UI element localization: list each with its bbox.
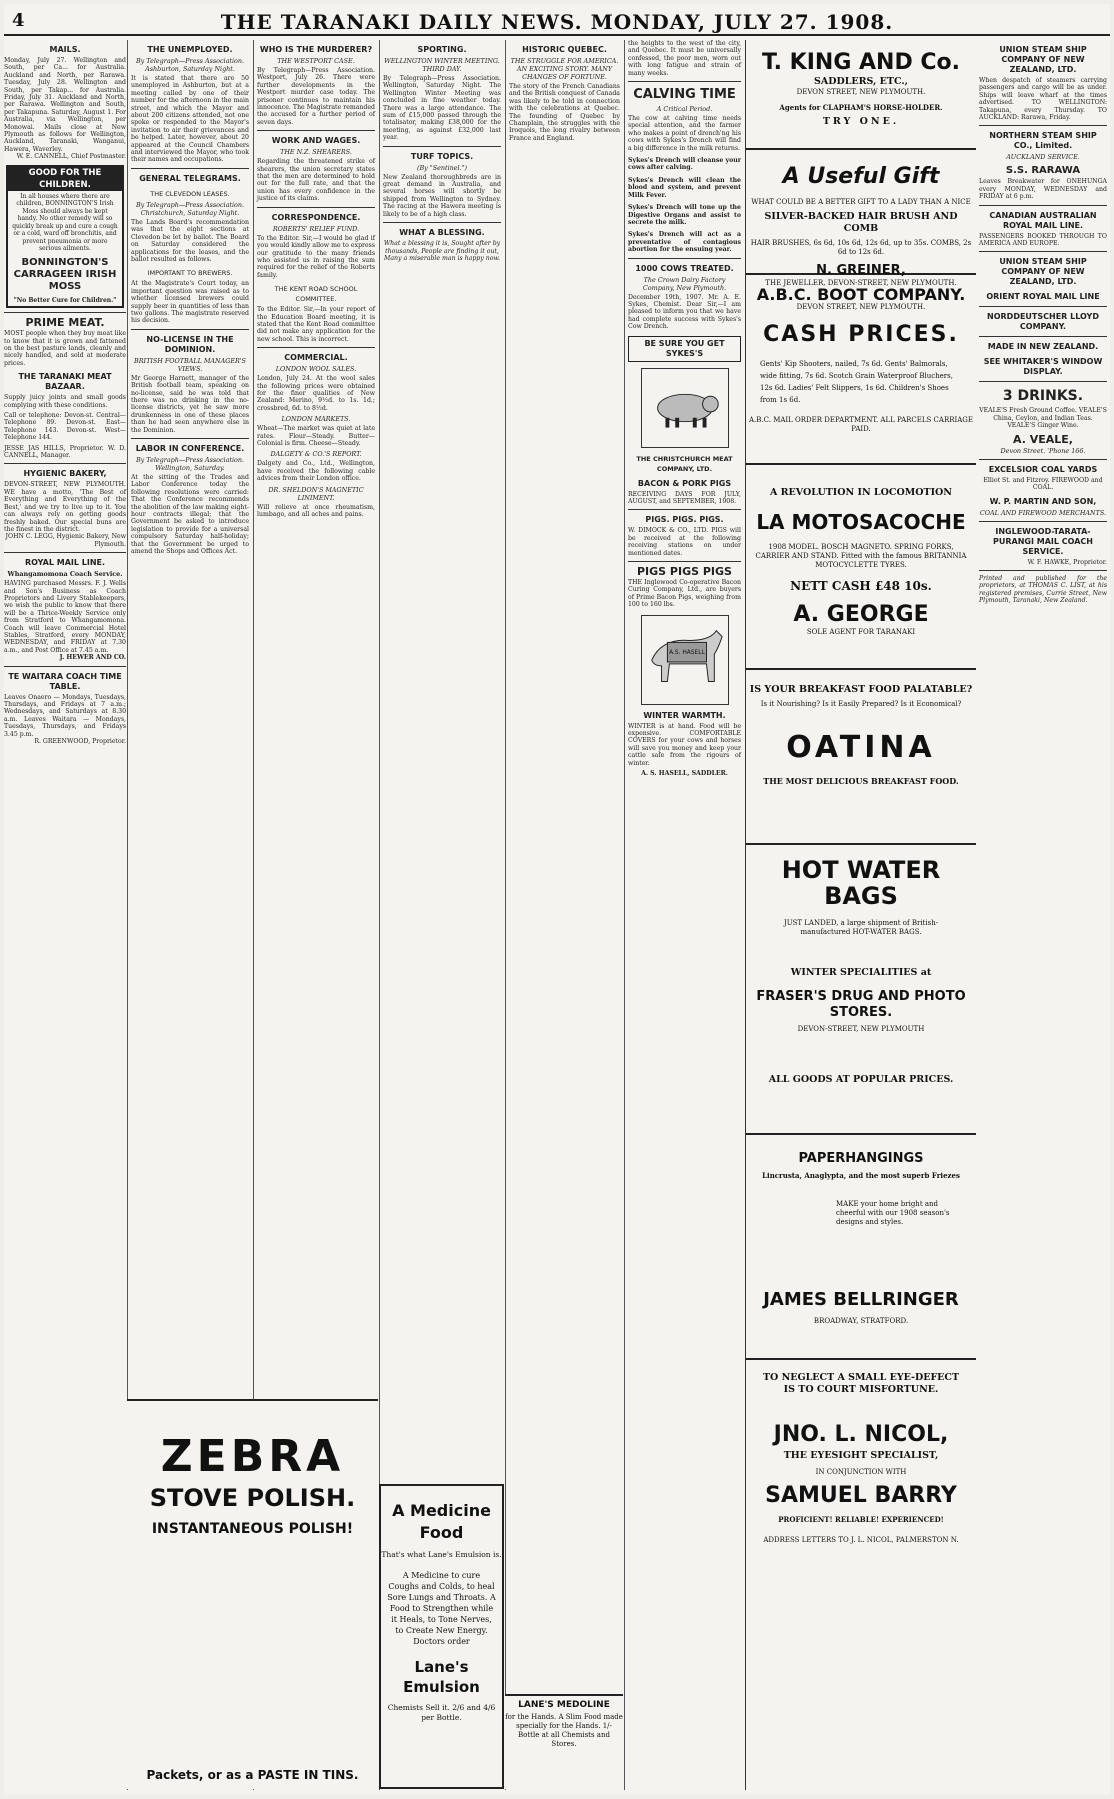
- winter-warmth-heading: WINTER WARMTH.: [643, 710, 726, 720]
- oatina-sub: THE MOST DELICIOUS BREAKFAST FOOD.: [763, 776, 959, 786]
- pig-icon: [642, 369, 728, 447]
- king-try-one: TRY ONE.: [822, 116, 900, 127]
- rarawa-heading: S.S. RARAWA: [1005, 165, 1081, 177]
- hygienic-bakery-owner: JOHN C. LEGG, Hygienic Bakery, New Plymouth.: [5, 533, 126, 548]
- northern-sub: AUCKLAND SERVICE.: [1006, 153, 1080, 162]
- pigs-inglewood-heading: PIGS PIGS PIGS: [637, 565, 732, 578]
- page-number: 4: [12, 10, 25, 31]
- bellringer-address: BROADWAY, STRATFORD.: [813, 1317, 909, 1325]
- greiner-sub: THE JEWELLER, DEVON-STREET, NEW PLYMOUTH.: [765, 279, 957, 287]
- mail-coach-heading: INGLEWOOD-TARATA-PURANGI MAIL COACH SERVICE.: [993, 526, 1093, 556]
- better-cure-quote: "No Better Cure for Children.": [13, 296, 117, 304]
- oatina-heading: IS YOUR BREAKFAST FOOD PALATABLE?: [749, 684, 973, 695]
- brewers-text: At the Magistrate's Court today, an important question was raised as to whether licensed brewers could supply beer in quantities of less than two gallons. The magistrate reserved his decision.: [131, 280, 249, 325]
- king-agents: Agents for CLAPHAM'S HORSE-HOLDER.: [779, 103, 943, 112]
- clevedon-heading: THE CLEVEDON LEASES.: [150, 189, 230, 198]
- prime-meat-heading: PRIME MEAT.: [25, 316, 105, 330]
- king-saddlers-ad: [746, 40, 976, 150]
- correspondence-heading: CORRESPONDENCE.: [271, 212, 361, 222]
- bacon-pigs-text: RECEIVING DAYS FOR JULY, AUGUST, and SEPTEMBER, 1908.: [628, 490, 741, 505]
- unemployed-text: It is stated that there are 50 unemployed in Ashburton, but at a meeting called by one of their number for the afternoon in the main street, and which the Mayor and about 200 citizens attended, not one spoke or responded to the Mayor's invitation to air their grievances and be helped. Later, however, about 20 appeared at the Council Chambers and interviewed the Mayor, who took their names and occupations.: [131, 75, 249, 164]
- abc-cash-prices: CASH PRICES.: [763, 322, 959, 347]
- newspaper-page: [4, 4, 1110, 1795]
- divider: [131, 329, 249, 330]
- dalgety-text: Dalgety and Co., Ltd., Wellington, have received the following cable advices from their London office.: [257, 460, 375, 483]
- column-8: [976, 40, 1110, 1790]
- be-sure-heading: BE SURE YOU GET SYKES'S: [628, 336, 741, 362]
- irish-moss-ad: [6, 165, 124, 309]
- divider: [628, 258, 741, 259]
- union-steam-heading: UNION STEAM SHIP COMPANY OF NEW ZEALAND, LTD.: [999, 45, 1087, 74]
- labor-dateline: By Telegraph—Press Association. Wellington, Saturday.: [135, 456, 245, 472]
- lanes-name: Lane's Emulsion: [403, 1658, 480, 1696]
- useful-gift-heading: A Useful Gift: [782, 164, 940, 189]
- pigs-inglewood-text: THE Inglewood Co-operative Bacon Curing Company, Ltd., are buyers of Prime Bacon Pigs, weighing from 100 to 160 lbs.: [628, 579, 741, 609]
- coach-heading: TE WAITARA COACH TIME TABLE.: [8, 671, 122, 691]
- lanes-text: A Medicine to cure Coughs and Colds, to heal Sore Lungs and Throats. A Food to Strengthen while it Heals, to Tone Nerves, to Create New Energy. Doctors order: [387, 1571, 496, 1646]
- divider: [979, 459, 1107, 460]
- prime-meat-text: MOST people when they buy meat like to know that it is grown and fattened on the best pasture lands, cleanly and nicely handled, and sold at moderate prices.: [4, 330, 126, 367]
- westport-sub: THE WESTPORT CASE.: [277, 57, 355, 65]
- zebra-sub: STOVE POLISH.: [149, 1484, 356, 1512]
- good-for-children-text: In all houses where there are children, BONNINGTON'S Irish Moss should always be kept handy. No other remedy will so quickly break up and cure a cough or a cold, ward off bronchitis, and prevent pneumonia or more serious ailments.: [12, 192, 118, 253]
- dalgety-sub: DALGETY & CO.'S REPORT.: [270, 450, 362, 459]
- relief-fund-sub: ROBERTS' RELIEF FUND.: [272, 224, 360, 233]
- historic-quebec-heading: HISTORIC QUEBEC.: [522, 45, 607, 54]
- paper-sub: Lincrusta, Anaglypta, and the most superb Friezes: [762, 1171, 960, 1180]
- nicol-sub: THE EYESIGHT SPECIALIST,: [783, 1450, 939, 1461]
- meat-company-heading: THE CHRISTCHURCH MEAT COMPANY, LTD.: [636, 454, 733, 473]
- turf-topics-text: New Zealand thoroughbreds are in great demand in Australia, and several horses will shortly be shipped from Wellington to Sydney. The racing at the Hawera meeting is likely to be of a high class.: [383, 173, 501, 218]
- hygienic-bakery-heading: HYGIENIC BAKERY,: [23, 469, 107, 479]
- sheldon-text: Will relieve at once rheumatism, lumbago, and all aches and pains.: [257, 503, 375, 519]
- canadian-heading: CANADIAN AUSTRALIAN ROYAL MAIL LINE.: [989, 210, 1097, 230]
- lanes-price: Chemists Sell it. 2/6 and 4/6 per Bottle.: [387, 1703, 496, 1722]
- king-sub: SADDLERS, ETC.,: [814, 76, 908, 87]
- orient-heading: ORIENT ROYAL MAIL LINE: [986, 292, 1100, 302]
- winter-meeting-sub: WELLINGTON WINTER MEETING. THIRD DAY.: [384, 57, 500, 73]
- horse-rug-engraving: [641, 615, 729, 705]
- veale-name: A. VEALE,: [1013, 432, 1073, 446]
- general-telegrams-heading: GENERAL TELEGRAMS.: [139, 173, 241, 183]
- divider: [257, 347, 375, 348]
- postmaster: W. E. CANNELL, Chief Postmaster.: [16, 153, 126, 161]
- horse-icon: [642, 616, 728, 704]
- divider: [131, 168, 249, 169]
- medoline-ad: [505, 1694, 623, 1789]
- moto-price: NETT CASH £48 10s.: [790, 579, 932, 593]
- martin-name: W. P. MARTIN AND SON,: [989, 496, 1097, 506]
- barry-name: SAMUEL BARRY: [765, 1483, 957, 1508]
- nicol-conjunction: IN CONJUNCTION WITH: [815, 1468, 907, 1476]
- zebra-polish-ad: [127, 1399, 378, 1789]
- relief-fund-text: To the Editor. Sir,—I would be glad if you would kindly allow me to express our gratitude to the many friends who assisted us in raising the sum required for the relief of the Roberts family.: [257, 234, 375, 279]
- crown-dairy-sub: The Crown Dairy Factory Company, New Plymouth.: [642, 275, 727, 292]
- colophon: Printed and published for the proprietors, at THOMAS C. LIST, at his registered premises, Currie Street, New Plymouth, Taranaki, New Zealand.: [979, 574, 1107, 605]
- calving-time-text: The cow at calving time needs special attention, and the farmer who makes a point of drench'ng his cows with Sykes's Drench will find a big difference in the milk returns.: [628, 115, 741, 152]
- zebra-tag: INSTANTANEOUS POLISH!: [151, 1521, 354, 1537]
- pig-engraving: [641, 368, 729, 448]
- moto-agent: A. GEORGE: [793, 602, 929, 627]
- divider: [4, 666, 126, 667]
- sykes-point-3: Sykes's Drench will tone up the Digestive Organs and assist to secrete the milk.: [628, 204, 741, 226]
- lanes-what: That's what Lane's Emulsion is.: [381, 1550, 502, 1559]
- coach-text: Leaves Onaero — Mondays, Tuesdays, Thursdays, and Fridays at 7 a.m.; Wednesdays, and Saturdays at 8.30 a.m. Leaves Waitara — Mondays, Tuesdays, Thursdays, and Fridays 3.45 p.m.: [4, 693, 126, 738]
- paper-text: MAKE your home bright and cheerful with our 1908 season's designs and styles.: [836, 1200, 950, 1226]
- divider: [979, 381, 1107, 382]
- column-6: [624, 40, 744, 1790]
- royal-mail-text: HAVING purchased Messrs. F. J. Wells and Son's Business as Coach Proprietors and Livery Stablekeepers, we wish the public to know that there will be a Thrice-Weekly Service only from Stratford to Whangamomona. Coach will leave Commercial Hotel Stables, Stratford, every MONDAY, WEDNESDAY, and FRIDAY at 7.30 a.m., and Post Office at 7.45 a.m.: [4, 580, 126, 654]
- rarawa-text: Leaves Breakwater for ONEHUNGA every MONDAY, WEDNESDAY and FRIDAY at 6 p.m.: [979, 178, 1107, 201]
- murderer-heading: WHO IS THE MURDERER?: [259, 45, 373, 54]
- greiner-name: N. GREINER,: [816, 263, 906, 278]
- barry-sub: PROFICIENT! RELIABLE! EXPERIENCED!: [778, 1515, 944, 1524]
- divider: [628, 81, 741, 82]
- work-wages-heading: WORK AND WAGES.: [271, 136, 361, 146]
- winter-warmth-text: WINTER is at hand. Food will be expensive. COMFORTABLE COVERS for your cows and horses will save you money and keep your cattle safe from the rigours of winter.: [628, 722, 741, 767]
- abc-name: A.B.C. BOOT COMPANY.: [756, 285, 966, 304]
- divider: [979, 336, 1107, 337]
- abc-boot-ad: [746, 275, 976, 465]
- divider: [628, 561, 741, 562]
- northern-steam-heading: NORTHERN STEAM SHIP CO., Limited.: [989, 131, 1097, 151]
- three-drinks-text: VEALE'S Fresh Ground Coffee. VEALE'S China, Ceylon, and Indian Teas. VEALE'S Ginger Wine.: [979, 407, 1107, 430]
- labor-text: At the sitting of the Trades and Labor Conference today the following resolutions were carried: That the Conference recommends the abolition of the law making eight-hour contracts illegal; that the Government be asked to introduce legislation to provide for a universal compulsory Saturday half-holiday; that the Government be urged to amend the Shops and Offices Act.: [131, 474, 249, 556]
- brewers-heading: IMPORTANT TO BREWERS.: [147, 269, 233, 278]
- meat-bazaar-owner: JESSE JAS HILLS, Proprietor. W. D. CANNELL, Manager.: [4, 444, 126, 460]
- good-for-children-heading: GOOD FOR THE CHILDREN.: [8, 167, 122, 191]
- no-license-heading: NO-LICENSE IN THE DOMINION.: [146, 334, 234, 354]
- sporting-heading: SPORTING.: [417, 45, 467, 54]
- paper-heading: PAPERHANGINGS: [798, 1151, 924, 1166]
- divider: [131, 438, 249, 439]
- no-license-sub: BRITISH FOOTBALL MANAGER'S VIEWS.: [134, 356, 246, 373]
- medoline-text: for the Hands. A Slim Food made specially for the Hands. 1/- Bottle at all Chemists and Stores.: [505, 1713, 623, 1748]
- canadian-text: PASSENGERS BOOKED THROUGH TO AMERICA AND EUROPE.: [979, 232, 1107, 248]
- sporting-text: By Telegraph—Press Association. Wellington, Saturday Night. The Wellington Winter Meeting was concluded in fine weather today. There was a large attendance. The sum of £15,000 passed through the totalisator, making £38,000 for the meeting, as against £32,000 last year.: [383, 75, 501, 142]
- calving-time-heading: CALVING TIME: [633, 87, 736, 103]
- divider: [979, 570, 1107, 571]
- what-a-blessing-heading: WHAT A BLESSING.: [399, 228, 485, 238]
- historic-quebec-text: The story of the French Canadians and the British conquest of Canada was likely to be told in connection with the celebrations at Quebec. The founding of Quebec by Champlain, the struggles with the Iroquois, the long rivalry between France and England.: [509, 83, 620, 142]
- abc-address: DEVON STREET, NEW PLYMOUTH.: [796, 303, 926, 311]
- moto-agent-sub: SOLE AGENT FOR TARANAKI: [806, 628, 916, 636]
- quebec-continued-text: the heights to the west of the city, and Quebec. It must be universally confessed, the poor men, worn out with long fatigue and strain of many weeks.: [628, 40, 741, 77]
- advertisement-column: [745, 40, 975, 1790]
- murderer-text: By Telegraph—Press Association. Westport, July 26. There were further developments in the Westport murder case today. The prisoner continues to maintain his innocence. The Magistrate remanded the accused for a further period of seven days.: [257, 67, 375, 126]
- abc-footer: A.B.C. MAIL ORDER DEPARTMENT. ALL PARCELS CARRIAGE PAID.: [748, 416, 974, 433]
- newspaper-title: THE TARANAKI DAILY NEWS. MONDAY, JULY 27. 1908.: [220, 10, 894, 34]
- unemployed-dateline: By Telegraph—Press Association. Ashburton, Saturday Night.: [135, 57, 245, 73]
- useful-gift-main: SILVER-BACKED HAIR BRUSH AND COMB: [764, 211, 958, 234]
- turf-topics-byline: (By "Sentinel."): [416, 163, 468, 172]
- divider: [979, 251, 1107, 252]
- divider: [628, 509, 741, 510]
- divider: [979, 125, 1107, 126]
- king-name: T. KING AND Co.: [761, 50, 961, 75]
- abc-items: Gents' Kip Shooters, nailed, 7s 6d. Gents' Balmorals, wide fitting, 7s 6d. Scotch Grain Waterproof Bluchers, 12s 6d. Ladies' Felt Slippers, 1s 6d. Children's Shoes from 1s 6d.: [760, 360, 953, 404]
- kent-road-text: To the Editor. Sir,—In your report of the Education Board meeting, it is stated that the Kent Road committee did not make any application for the new school. This is incorrect.: [257, 306, 375, 343]
- testimonial-text: December 19th, 1907. Mr. A. E. Sykes, Chemist. Dear Sir,—I am pleased to inform you that we have had complete success with Sykes's Cow Drench.: [628, 293, 741, 331]
- ndl-heading: NORDDEUTSCHER LLOYD COMPANY.: [987, 312, 1099, 332]
- calving-time-sub: A Critical Period.: [656, 105, 713, 114]
- useful-gift-question: WHAT COULD BE A BETTER GIFT TO A LADY THAN A NICE: [751, 198, 971, 206]
- mail-coach-owner: W. F. HAWKE, Proprietor.: [1027, 558, 1107, 566]
- cows-treated-heading: 1000 COWS TREATED.: [635, 263, 734, 273]
- historic-quebec-sub: THE STRUGGLE FOR AMERICA. AN EXCITING STORY. MANY CHANGES OF FORTUNE.: [510, 57, 619, 81]
- divider: [4, 463, 126, 464]
- coach-owner: R. GREENWOOD, Proprietor.: [34, 738, 126, 746]
- fraser-name: FRASER'S DRUG AND PHOTO STORES.: [756, 989, 966, 1020]
- shearers-sub: THE N.Z. SHEARERS.: [280, 148, 352, 157]
- no-license-text: Mr George Harnett, manager of the British football team, speaking on no-license, said he was told that there was no drinking in the no-license districts, yet he saw more drunkenness in one of these places than he had seen anywhere else in the Dominion.: [131, 374, 249, 434]
- nicol-neglect: TO NEGLECT A SMALL EYE-DEFECT IS TO COURT MISFORTUNE.: [762, 1372, 960, 1395]
- divider: [979, 306, 1107, 307]
- turf-topics-heading: TURF TOPICS.: [410, 151, 474, 161]
- hot-water-text: JUST LANDED, a large shipment of British-manufactured HOT-WATER BAGS.: [783, 919, 939, 936]
- union-steam-2-heading: UNION STEAM SHIP COMPANY OF NEW ZEALAND, LTD.: [999, 257, 1087, 287]
- martin-sub: COAL AND FIREWOOD MERCHANTS.: [979, 508, 1107, 517]
- coal-yards-text: Elliot St. and Fitzroy. FIREWOOD and COAL.: [983, 476, 1103, 492]
- pigs-heading: PIGS. PIGS. PIGS.: [645, 515, 724, 525]
- made-in-nz-heading: MADE IN NEW ZEALAND.: [987, 342, 1099, 352]
- royal-mail-heading: ROYAL MAIL LINE.: [24, 558, 106, 568]
- useful-gift-prices: HAIR BRUSHES, 6s 6d, 10s 6d, 12s 6d, up to 35s. COMBS, 2s 6d to 12s 6d.: [750, 239, 972, 256]
- zebra-name: ZEBRA: [160, 1431, 345, 1482]
- all-goods-popular: ALL GOODS AT POPULAR PRICES.: [768, 1074, 954, 1085]
- moto-spec: 1908 MODEL. BOSCH MAGNETO. SPRING FORKS, CARRIER AND STAND. Fitted with the famous BRITANNIA MOTOCYCLETTE TYRES.: [755, 543, 967, 569]
- divider: [4, 312, 126, 313]
- london-markets-sub: LONDON MARKETS.: [281, 415, 351, 424]
- meat-bazaar-call: Call or telephone: Devon-st. Central—Telephone 89. Devon-st. East—Telephone 143. Devon-st. West—Telephone 144.: [4, 412, 126, 442]
- zebra-packets: Packets, or as a PASTE IN TINS.: [146, 1768, 359, 1782]
- sheldon-sub: DR. SHELDON'S MAGNETIC LINIMENT.: [268, 485, 364, 502]
- fraser-specialities: WINTER SPECIALITIES at: [790, 967, 932, 978]
- commercial-heading: COMMERCIAL.: [284, 353, 348, 363]
- unemployed-heading: THE UNEMPLOYED.: [147, 45, 233, 54]
- horse-rug-label: A.S. HASELL: [668, 649, 705, 656]
- whitaker-heading: SEE WHITAKER'S WINDOW DISPLAY.: [983, 357, 1103, 377]
- hygienic-bakery-text: DEVON-STREET, NEW PLYMOUTH. WE have a motto, 'The Best of Everything and Everything of the Best,' and we try to live up to it. You can always rely on getting goods freshly baked. Our special buns are the finest in the district.: [4, 481, 126, 533]
- divider: [979, 521, 1107, 522]
- king-address: DEVON STREET, NEW PLYMOUTH.: [796, 88, 926, 96]
- three-drinks-heading: 3 DRINKS.: [1002, 388, 1084, 405]
- work-wages-text: Regarding the threatened strike of shearers, the union secretary states that the men are determined to hold out for the full rate, and that the union has every confidence in the justice of its claims.: [257, 158, 375, 203]
- column-5: [505, 40, 623, 1790]
- royal-mail-sub: Whangamomona Coach Service.: [7, 570, 123, 579]
- lanes-emulsion-ad: [379, 1484, 504, 1789]
- meat-bazaar-text: Supply juicy joints and small goods complying with these conditions.: [4, 394, 126, 409]
- royal-mail-owner: J. HEWER AND CO.: [59, 654, 126, 662]
- divider: [257, 207, 375, 208]
- fraser-address: DEVON-STREET, NEW PLYMOUTH: [797, 1025, 925, 1033]
- paperhangings-ad: [746, 1135, 976, 1360]
- bacon-pigs-heading: BACON & PORK PIGS: [637, 478, 732, 488]
- masthead: [4, 4, 1110, 36]
- clevedon-dateline: By Telegraph—Press Association. Christchurch, Saturday Night.: [135, 200, 245, 217]
- bellringer-name: JAMES BELLRINGER: [763, 1289, 959, 1310]
- sykes-point-2: Sykes's Drench will clean the blood and system, and prevent Milk Fever.: [628, 176, 741, 199]
- clevedon-text: The Lands Board's recommendation was that the eight sections at Clevedon be let by ballot. The Board on Saturday considered the applications for the leases, and the ballot resulted as follows.: [131, 218, 249, 263]
- hot-water-bags-ad: [746, 845, 976, 1135]
- meat-bazaar-heading: THE TARANAKI MEAT BAZAAR.: [18, 372, 112, 392]
- nicol-eyesight-ad: [746, 1360, 976, 1555]
- divider: [383, 222, 501, 223]
- moto-name: LA MOTOSACOCHE: [756, 510, 966, 534]
- labor-heading: LABOR IN CONFERENCE.: [135, 444, 245, 453]
- motosacoche-ad: [746, 465, 976, 670]
- mails-text: Monday, July 27. Wellington and South, per Ca... for Australia. Auckland and North, per Rarawa. Tuesday, July 28. Wellington and South, per Takap... for Australia. Friday, July 31. Auckland and North, per Rarawa. Wellington and South, per Takapuna. Saturday, August 1. For Australia, via Wellington, per Monowai. Mails close at New Plymouth as follows for Wellington, Auckland, Taranaki, Wanganui, Hawera, Waverley.: [4, 57, 126, 153]
- wool-sales-text: London, July 24. At the wool sales the following prices were obtained for the finer qualities of New Zealand: Merino, 9½d. to 1s. 1d.; crossbred, 6d. to 8½d.: [257, 375, 375, 412]
- hot-water-heading: HOT WATER BAGS: [781, 856, 941, 910]
- union-steam-text: When despatch of steamers carrying passengers and cargo will be as under. Ships will leave wharf at the times advertised. TO WELLINGTON: Takapuna, every Thursday. TO AUCKLAND: Rarawa, Friday.: [979, 77, 1107, 122]
- divider: [979, 205, 1107, 206]
- bonnington-brand: BONNINGTON'S CARRAGEEN IRISH MOSS: [13, 256, 117, 292]
- oatina-name: OATINA: [786, 730, 936, 765]
- london-markets-text: Wheat—The market was quiet at late rates. Flour—Steady. Butter—Colonial is firm. Cheese—Steady.: [257, 425, 375, 447]
- nicol-name: JNO. L. NICOL,: [773, 1422, 949, 1447]
- column-1: [4, 40, 126, 1790]
- divider: [257, 130, 375, 131]
- useful-gift-ad: [746, 150, 976, 287]
- divider: [4, 552, 126, 553]
- moto-heading: A REVOLUTION IN LOCOMOTION: [769, 487, 952, 498]
- medoline-heading: LANE'S MEDOLINE: [518, 1700, 610, 1710]
- lanes-heading: A Medicine Food: [392, 1501, 491, 1542]
- mails-heading: MAILS.: [49, 45, 81, 54]
- divider: [383, 146, 501, 147]
- oatina-questions: Is it Nourishing? Is it Easily Prepared? Is it Economical?: [760, 700, 962, 708]
- pigs-text: W. DIMOCK & CO., LTD. PIGS will be received at the following receiving stations on under mentioned dates.: [628, 527, 741, 557]
- oatina-ad: [746, 670, 976, 845]
- coal-yards-heading: EXCELSIOR COAL YARDS: [988, 464, 1098, 474]
- winter-warmth-owner: A. S. HASELL, SADDLER.: [641, 770, 728, 778]
- wool-sales-sub: LONDON WOOL SALES.: [275, 365, 357, 374]
- what-a-blessing-text: What a blessing it is, Sought after by thousands, People are finding it out, Many a miserable man is happy now.: [383, 240, 501, 262]
- sykes-point-4: Sykes's Drench will act as a preventative of contagious abortion for the ensuing year.: [628, 231, 741, 254]
- barry-footer: ADDRESS LETTERS TO J. L. NICOL, PALMERSTON N.: [763, 1536, 959, 1544]
- sykes-point-1: Sykes's Drench will cleanse your cows after calving.: [628, 157, 741, 172]
- kent-road-heading: THE KENT ROAD SCHOOL COMMITTEE.: [274, 285, 358, 304]
- veale-address: Devon Street. 'Phone 166.: [1000, 446, 1086, 455]
